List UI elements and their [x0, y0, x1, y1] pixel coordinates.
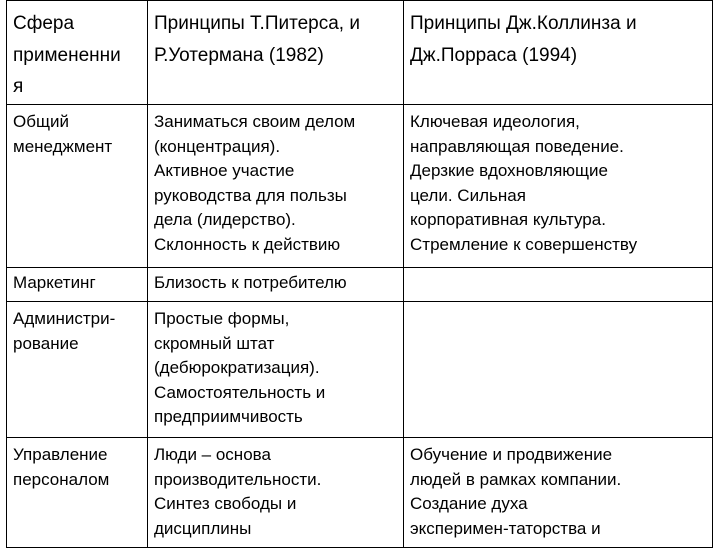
table-cell — [404, 438, 713, 548]
header-cell-peters-waterman — [148, 1, 404, 105]
table-header-row — [7, 1, 713, 105]
header-sphere-label: Сфера примененни я — [13, 13, 121, 97]
table-row-administration — [7, 302, 713, 438]
table-cell — [404, 105, 713, 268]
row-label-personnel-management: Управление персоналом — [13, 445, 110, 489]
peters-waterman-personnel-management: Люди – основа производительности. Синтез свободы и дисциплины — [154, 445, 322, 538]
table-cell — [148, 105, 404, 268]
collins-porras-administration — [404, 302, 712, 307]
row-label-general-management: Общий менеджмент — [13, 112, 113, 156]
row-label-marketing: Маркетинг — [13, 273, 96, 292]
collins-porras-personnel-management: Обучение и продвижение людей в рамках компании. Создание духа эксперимен-таторства и — [410, 445, 622, 538]
row-label-administration: Администри- рование — [13, 309, 116, 353]
peters-waterman-marketing: Близость к потребителю — [154, 273, 347, 292]
collins-porras-marketing — [404, 268, 712, 271]
table-cell — [404, 302, 713, 438]
table-cell — [7, 105, 148, 268]
peters-waterman-general-management: Заниматься своим делом (концентрация). Активное участие руководства для пользы дела (лидерство). Склонность к действию — [154, 112, 356, 254]
header-peters-waterman-label: Принципы Т.Питерса, и Р.Уотермана (1982) — [154, 13, 360, 66]
header-cell-sphere — [7, 1, 148, 105]
principles-table — [6, 0, 713, 548]
table-row-general-management — [7, 105, 713, 268]
table-row-marketing — [7, 268, 713, 302]
header-cell-collins-porras — [404, 1, 713, 105]
table-cell — [404, 268, 713, 302]
header-collins-porras-label: Принципы Дж.Коллинза и Дж.Порраса (1994) — [410, 13, 637, 66]
peters-waterman-administration: Простые формы, скромный штат (дебюрократизация). Самостоятельность и предприимчивость — [154, 309, 326, 426]
table-cell — [7, 438, 148, 548]
collins-porras-general-management: Ключевая идеология, направляющая поведение. Дерзкие вдохновляющие цели. Сильная корпоративная культура. Стремление к совершенству — [410, 112, 638, 254]
table-cell — [148, 302, 404, 438]
table-cell — [148, 268, 404, 302]
table-cell — [148, 438, 404, 548]
table-cell — [7, 302, 148, 438]
table-cell — [7, 268, 148, 302]
table-row-personnel-management — [7, 438, 713, 548]
